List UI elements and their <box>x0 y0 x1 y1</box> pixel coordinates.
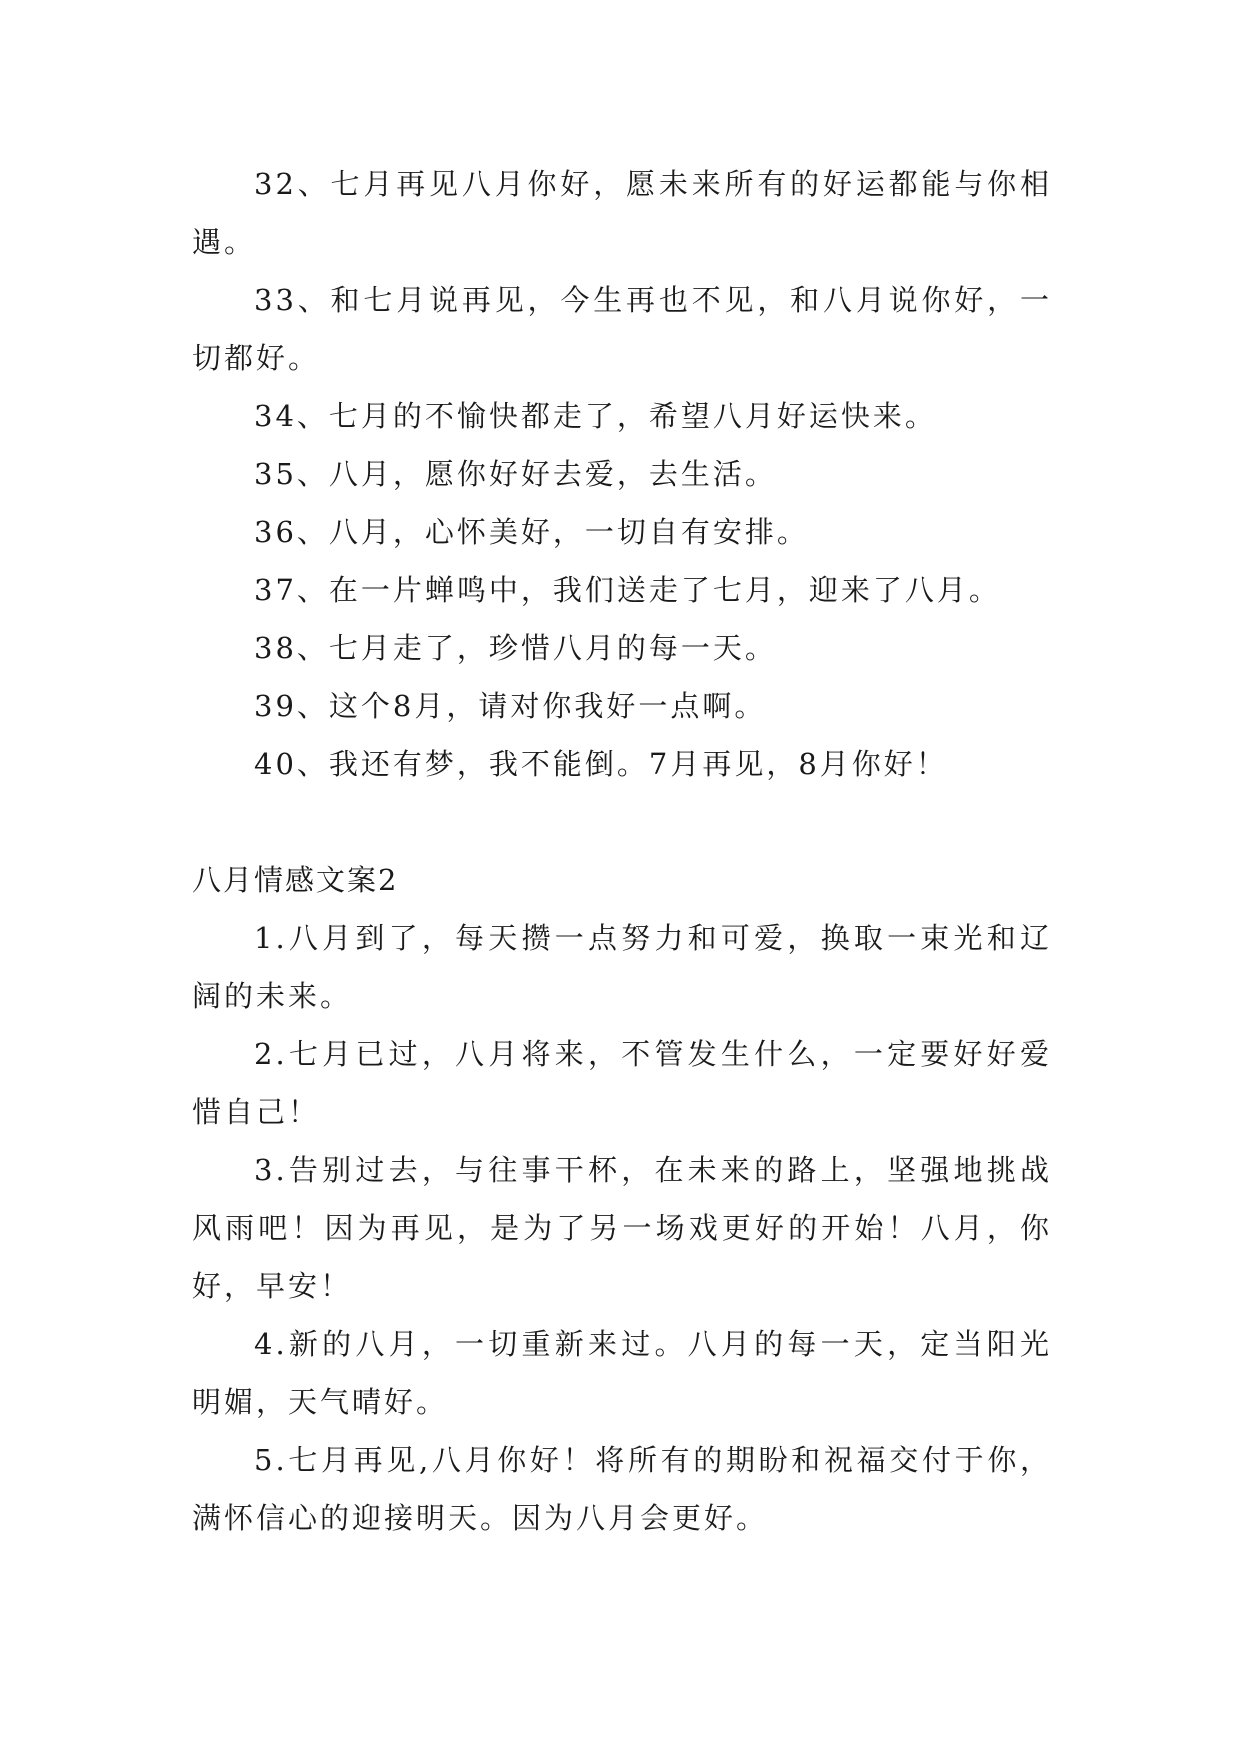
list-item: 1.八月到了，每天攒一点努力和可爱，换取一束光和辽阔的未来。 <box>192 921 1052 1013</box>
list-item: 32、七月再见八月你好，愿未来所有的好运都能与你相遇。 <box>192 167 1052 259</box>
list-item: 39、这个8月，请对你我好一点啊。 <box>254 689 767 723</box>
list-item: 37、在一片蝉鸣中，我们送走了七月，迎来了八月。 <box>254 573 1001 607</box>
list-item: 36、八月，心怀美好，一切自有安排。 <box>254 515 809 549</box>
list-item: 40、我还有梦，我不能倒。7月再见，8月你好！ <box>254 747 948 781</box>
list-item: 4.新的八月，一切重新来过。八月的每一天，定当阳光明媚，天气晴好。 <box>192 1327 1052 1419</box>
document-page <box>192 155 1052 1547</box>
section-heading: 八月情感文案2 <box>192 863 399 897</box>
list-item: 33、和七月说再见，今生再也不见，和八月说你好，一切都好。 <box>192 283 1052 375</box>
list-item: 35、八月，愿你好好去爱，去生活。 <box>254 457 777 491</box>
list-item: 3.告别过去，与往事干杯，在未来的路上，坚强地挑战风雨吧！因为再见，是为了另一场戏更好的开始！八月，你好，早安！ <box>192 1153 1052 1303</box>
list-item: 2.七月已过，八月将来，不管发生什么，一定要好好爱惜自己！ <box>192 1037 1052 1129</box>
list-item: 5.七月再见,八月你好！将所有的期盼和祝福交付于你，满怀信心的迎接明天。因为八月会更好。 <box>192 1443 1052 1535</box>
list-item: 38、七月走了，珍惜八月的每一天。 <box>254 631 777 665</box>
list-item: 34、七月的不愉快都走了，希望八月好运快来。 <box>254 399 937 433</box>
section-spacer <box>192 793 1052 851</box>
